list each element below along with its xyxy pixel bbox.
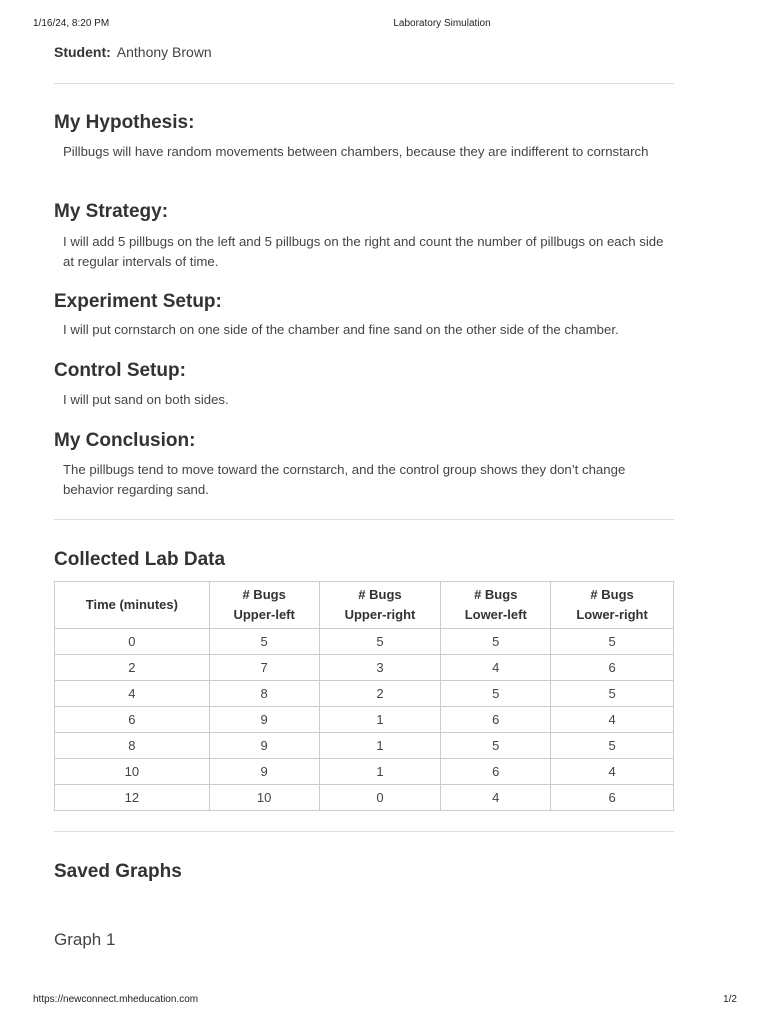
print-page-title: Laboratory Simulation [393,18,491,29]
table-cell: 5 [551,681,674,707]
table-cell: 3 [319,655,441,681]
table-cell: 10 [55,759,210,785]
hypothesis-heading: My Hypothesis: [54,112,195,133]
table-cell: 4 [55,681,210,707]
table-cell: 5 [551,733,674,759]
table-header-row [55,582,674,629]
table-cell: 4 [551,707,674,733]
divider-middle [54,519,674,520]
table-cell: 5 [551,629,674,655]
student-name: Anthony Brown [116,44,212,60]
table-cell: 5 [441,629,551,655]
experiment-setup-text: I will put cornstarch on one side of the chamber and fine sand on the other side of the chamber. [63,322,619,337]
table-cell: 8 [55,733,210,759]
column-header-upper-right: # Bugs Upper-right [319,582,441,629]
table-row [55,655,674,681]
table-cell: 2 [55,655,210,681]
table-row [55,733,674,759]
table-cell: 6 [55,707,210,733]
table-row [55,785,674,811]
table-cell: 6 [551,655,674,681]
print-url-link[interactable]: https://newconnect.mheducation.com [33,994,199,1005]
column-header-time: Time (minutes) [55,582,210,629]
lab-data-heading: Collected Lab Data [54,549,226,570]
table-cell: 1 [319,733,441,759]
column-header-lower-left: # Bugs Lower-left [441,582,551,629]
print-header [0,18,768,32]
table-cell: 6 [441,707,551,733]
table-cell: 12 [55,785,210,811]
table-row [55,681,674,707]
table-cell: 9 [209,759,319,785]
table-cell: 6 [441,759,551,785]
experiment-setup-heading: Experiment Setup: [54,291,222,312]
table-cell: 7 [209,655,319,681]
strategy-heading: My Strategy: [54,201,169,222]
divider-bottom [54,831,674,832]
conclusion-heading: My Conclusion: [54,430,196,451]
control-setup-text: I will put sand on both sides. [63,392,229,407]
control-setup-heading: Control Setup: [54,360,186,381]
strategy-text: I will add 5 pillbugs on the left and 5 pillbugs on the right and count the number of pillbugs on each side at regular intervals of time. [63,234,664,269]
divider-top [54,83,674,84]
table-cell: 4 [441,655,551,681]
table-cell: 10 [209,785,319,811]
table-cell: 4 [441,785,551,811]
graph-1-title: Graph 1 [54,930,116,949]
table-cell: 1 [319,759,441,785]
table-cell: 1 [319,707,441,733]
table-cell: 5 [441,681,551,707]
table-cell: 0 [319,785,441,811]
table-row [55,759,674,785]
student-label: Student: [54,44,111,60]
table-cell: 9 [209,707,319,733]
student-line [54,44,212,60]
table-cell: 5 [319,629,441,655]
saved-graphs-heading: Saved Graphs [54,861,182,882]
column-header-lower-right: # Bugs Lower-right [551,582,674,629]
table-cell: 8 [209,681,319,707]
conclusion-text: The pillbugs tend to move toward the cornstarch, and the control group shows they don’t change behavior regarding sand. [63,462,626,497]
table-row [55,707,674,733]
table-cell: 2 [319,681,441,707]
table-cell: 5 [441,733,551,759]
table-row [55,629,674,655]
lab-data-table [54,581,674,811]
table-cell: 9 [209,733,319,759]
table-cell: 4 [551,759,674,785]
column-header-upper-left: # Bugs Upper-left [209,582,319,629]
hypothesis-text: Pillbugs will have random movements between chambers, because they are indifferent to cornstarch [63,144,649,159]
print-page-number: 1/2 [723,994,737,1005]
print-footer [0,994,768,1008]
print-datetime: 1/16/24, 8:20 PM [33,18,110,29]
table-cell: 5 [209,629,319,655]
table-cell: 6 [551,785,674,811]
table-cell: 0 [55,629,210,655]
